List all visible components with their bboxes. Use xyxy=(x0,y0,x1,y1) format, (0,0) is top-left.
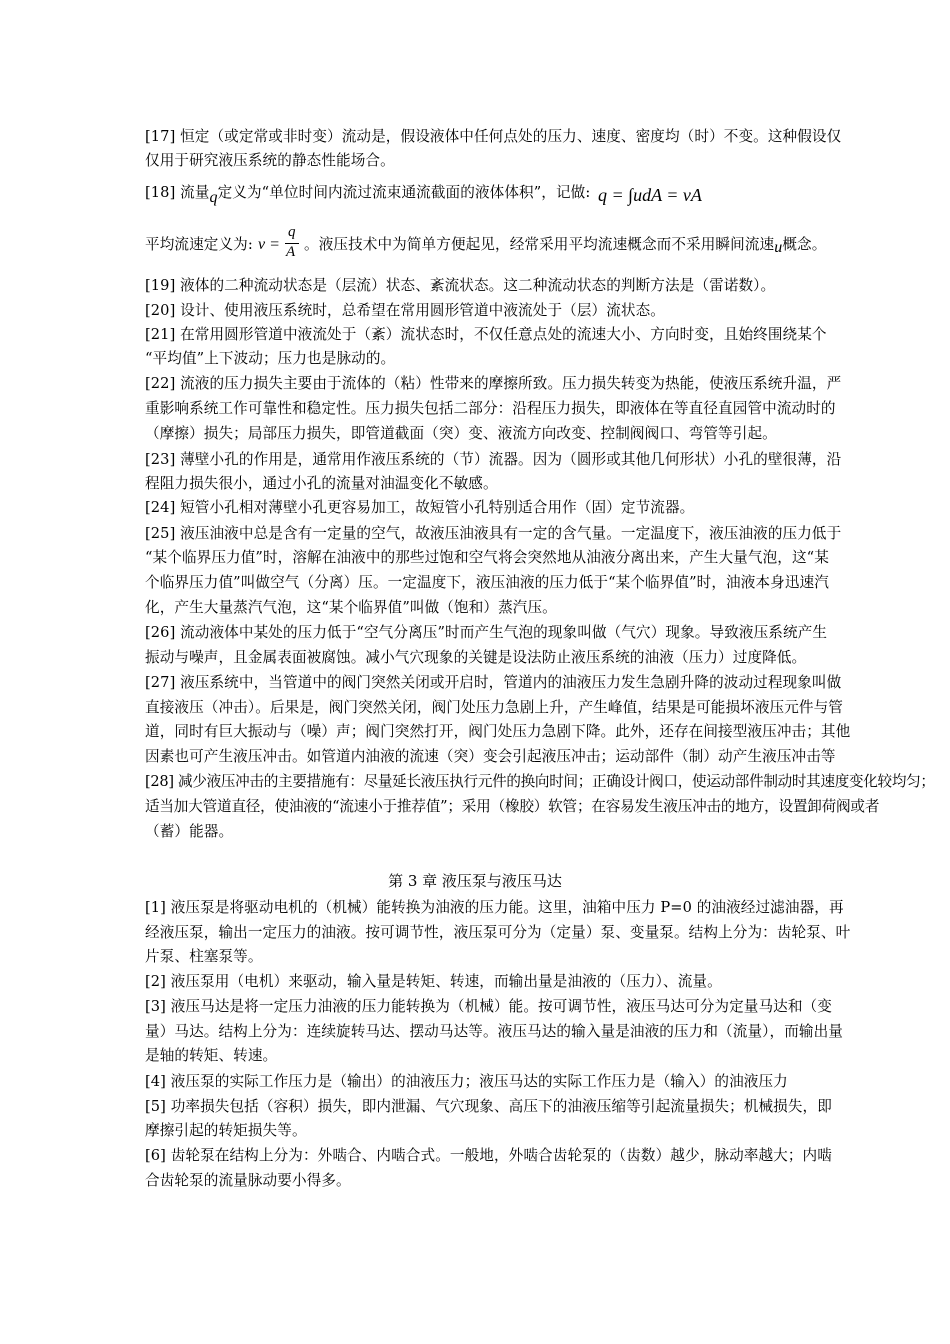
item-26-line-1: [26] 流动液体中某处的压力低于“空气分离压”时而产生气泡的现象叫做（气穴）现象。导致液压系统产生 xyxy=(145,624,828,641)
ch3-item-5-line-1: [5] 功率损失包括（容积）损失，即内泄漏、气穴现象、高压下的油液压缩等引起流量损失；机械损失，即 xyxy=(145,1098,832,1115)
item-27-line-2: 直接液压（冲击）。后果是，阀门突然关闭，阀门处压力急剧上升，产生峰值，结果是可能损坏液压元件与管 xyxy=(145,699,844,716)
ch3-item-1-line-3: 片泵、柱塞泵等。 xyxy=(145,948,263,965)
item-23-line-1: [23] 薄壁小孔的作用是，通常用作液压系统的（节）流器。因为（圆形或其他几何形状）小孔的壁很薄，沿 xyxy=(145,451,842,468)
item-22-line-3: （摩擦）损失；局部压力损失，即管道截面（突）变、液流方向改变、控制阀阀口、弯管等引起。 xyxy=(145,425,777,442)
ch3-item-1-line-2: 经液压泵，输出一定压力的油液。按可调节性，液压泵可分为（定量）泵、变量泵。结构上分为：齿轮泵、叶 xyxy=(145,924,851,941)
item-21-line-2: “平均值”上下波动；压力也是脉动的。 xyxy=(145,350,396,367)
instant-velocity-variable: u xyxy=(774,239,783,256)
item-25-line-3: 个临界压力值”叫做空气（分离）压。一定温度下，液压油液的压力低于“某个临界值”时，油液本身迅速汽 xyxy=(145,574,829,591)
mean-velocity-numerator: q xyxy=(288,224,296,240)
item-18-prefix: [18] 流量 xyxy=(145,184,210,201)
chapter-3-title: 第 3 章 液压泵与液压马达 xyxy=(388,872,562,890)
item-27-line-3: 道，同时有巨大振动与（噪）声；阀门突然打开，阀门处压力急剧下降。此外，还存在间接型液压冲击；其他 xyxy=(145,723,851,740)
item-18-line-1 xyxy=(145,182,590,204)
item-17-line-1: [17] 恒定（或定常或非时变）流动是，假设液体中任何点处的压力、速度、密度均（时）不变。这种假设仅 xyxy=(145,128,842,145)
ch3-item-4: [4] 液压泵的实际工作压力是（输出）的油液压力；液压马达的实际工作压力是（输入）的油液压力 xyxy=(145,1073,788,1090)
item-22-line-1: [22] 流液的压力损失主要由于流体的（粘）性带来的摩擦所致。压力损失转变为热能，使液压系统升温，严 xyxy=(145,375,842,392)
item-18-line-2-rest xyxy=(304,234,826,256)
item-28-line-2: 适当加大管道直径，使油液的“流速小于推荐值”；采用（橡胶）软管；在容易发生液压冲击的地方，设置卸荷阀或者 xyxy=(145,798,880,815)
item-28-line-3: （蓄）能器。 xyxy=(145,823,234,840)
item-18-line-2 xyxy=(145,234,253,256)
mean-velocity-end: 概念。 xyxy=(782,236,827,253)
mean-velocity-lhs: v = xyxy=(258,236,280,253)
item-18-text: 定义为“单位时间内流过流束通流截面的液体体积”，记做: xyxy=(217,184,591,201)
ch3-item-6-line-1: [6] 齿轮泵在结构上分为：外啮合、内啮合式。一般地，外啮合齿轮泵的（齿数）越少，脉动率越大；内啮 xyxy=(145,1147,832,1164)
mean-velocity-text: 。液压技术中为简单方便起见，经常采用平均流速概念而不采用瞬间流速 xyxy=(304,236,775,253)
item-27-line-1: [27] 液压系统中，当管道中的阀门突然关闭或开启时，管道内的油液压力发生急剧升降的波动过程现象叫做 xyxy=(145,674,842,691)
item-20: [20] 设计、使用液压系统时，总希望在常用圆形管道中液流处于（层）流状态。 xyxy=(145,302,665,319)
mean-velocity-denominator: A xyxy=(286,244,296,260)
ch3-item-6-line-2: 合齿轮泵的流量脉动要小得多。 xyxy=(145,1172,351,1189)
item-19: [19] 液体的二种流动状态是（层流）状态、紊流状态。这二种流动状态的判断方法是（雷诺数）。 xyxy=(145,277,776,294)
item-23-line-2: 程阻力损失很小，通过小孔的流量对油温变化不敏感。 xyxy=(145,475,498,492)
mean-velocity-prefix: 平均流速定义为: xyxy=(145,236,253,253)
ch3-item-2: [2] 液压泵用（电机）来驱动，输入量是转矩、转速，而输出量是油液的（压力）、流量。 xyxy=(145,973,722,990)
item-17-line-2: 仅用于研究液压系统的静态性能场合。 xyxy=(145,152,395,169)
flow-variable: q xyxy=(209,189,218,206)
ch3-item-3-line-1: [3] 液压马达是将一定压力油液的压力能转换为（机械）能。按可调节性，液压马达可分为定量马达和（变 xyxy=(145,998,832,1015)
item-28-line-1: [28] 减少液压冲击的主要措施有：尽量延长液压执行元件的换向时间；正确设计阀口，使运动部件制动时其速度变化较均匀； xyxy=(145,773,935,790)
item-26-line-2: 振动与噪声，且金属表面被腐蚀。减小气穴现象的关键是设法防止液压系统的油液（压力）过度降低。 xyxy=(145,649,807,666)
ch3-item-3-line-2: 量）马达。结构上分为：连续旋转马达、摆动马达等。液压马达的输入量是油液的压力和（流量），而输出量 xyxy=(145,1023,844,1040)
item-25-line-1: [25] 液压油液中总是含有一定量的空气，故液压油液具有一定的含气量。一定温度下，液压油液的压力低于 xyxy=(145,525,842,542)
item-25-line-2: “某个临界压力值”时，溶解在油液中的那些过饱和空气将会突然地从油液分离出来，产生大量气泡，这“某 xyxy=(145,549,829,566)
item-25-line-4: 化，产生大量蒸汽气泡，这“某个临界值”叫做（饱和）蒸汽压。 xyxy=(145,599,557,616)
ch3-item-5-line-2: 摩擦引起的转矩损失等。 xyxy=(145,1122,307,1139)
item-27-line-4: 因素也可产生液压冲击。如管道内油液的流速（突）变会引起液压冲击；运动部件（制）动产生液压冲击等 xyxy=(145,748,836,765)
flow-formula: q = ∫udA = vA xyxy=(598,185,702,205)
ch3-item-3-line-3: 是轴的转矩、转速。 xyxy=(145,1047,278,1064)
ch3-item-1-line-1: [1] 液压泵是将驱动电机的（机械）能转换为油液的压力能。这里，油箱中压力 P=0 的油液经过滤油器，再 xyxy=(145,899,844,916)
item-24: [24] 短管小孔相对薄壁小孔更容易加工，故短管小孔特别适合用作（固）定节流器。 xyxy=(145,499,695,516)
item-21-line-1: [21] 在常用圆形管道中液流处于（紊）流状态时，不仅任意点处的流速大小、方向时变，且始终围绕某个 xyxy=(145,326,827,343)
item-22-line-2: 重影响系统工作可靠性和稳定性。压力损失包括二部分：沿程压力损失，即液体在等直径直园管中流动时的 xyxy=(145,400,836,417)
